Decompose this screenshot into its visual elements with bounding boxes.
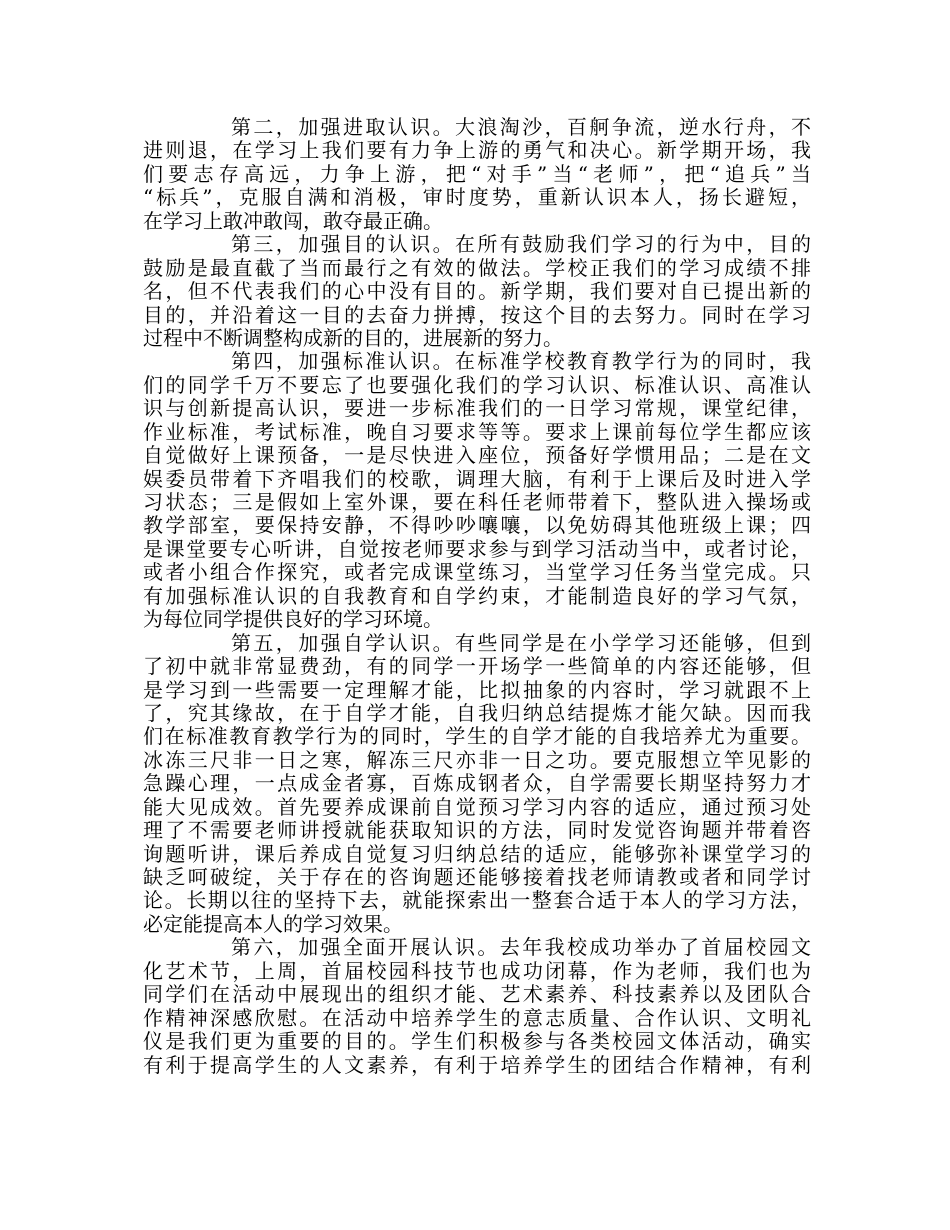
- paragraph-line: 化艺术节，上周，首届校园科技节也成功闭幕，作为老师，我们也为: [143, 958, 811, 983]
- paragraph: [143, 350, 811, 631]
- paragraph-line: 缺乏呵破绽，关于存在的咨询题还能够接着找老师请教或者和同学讨: [143, 865, 811, 889]
- paragraph-line: 有利于提高学生的人文素养，有利于培养学生的团结合作精神，有利: [143, 1052, 811, 1077]
- paragraph-line: 急躁心理，一点成金者寡，百炼成钢者众，自学需要长期坚持努力才: [143, 771, 811, 796]
- paragraph-line: 第三，加强目的认识。在所有鼓励我们学习的行为中，目的: [231, 232, 811, 257]
- paragraph-line: 过程中不断调整构成新的目的，进展新的努力。: [143, 325, 563, 350]
- paragraph-line: 询题听讲，课后养成自觉复习归纳总结的适应，能够弥补课堂学习的: [143, 841, 811, 866]
- paragraph-line: 必定能提高本人的学习效果。: [143, 911, 403, 936]
- paragraph-line: 鼓励是最直截了当而最行之有效的做法。学校正我们的学习成绩不排: [143, 255, 811, 280]
- paragraph-line: 名，但不代表我们的心中没有目的。新学期，我们要对自已提出新的: [143, 279, 811, 304]
- paragraph: [143, 233, 811, 350]
- paragraph-line: 习状态；三是假如上室外课，要在科任老师带着下，整队进入操场或: [143, 490, 811, 514]
- paragraph-line: 作业标准，考试标准，晚自习要求等等。要求上课前每位学生都应该: [143, 419, 811, 444]
- paragraph-line: 仪是我们更为重要的目的。学生们积极参与各类校园文体活动，确实: [143, 1029, 811, 1054]
- paragraph-line: 第六，加强全面开展认识。去年我校成功举办了首届校园文: [231, 935, 811, 960]
- paragraph-line: 是课堂要专心听讲，自觉按老师要求参与到学习活动当中，或者讨论，: [143, 536, 811, 561]
- paragraph-line: 们的同学千万不要忘了也要强化我们的学习认识、标准认识、高准认: [143, 372, 811, 397]
- paragraph-line: “标兵”，克服自满和消极，审时度势，重新认识本人，扬长避短，: [143, 185, 811, 210]
- paragraph-line: 冰冻三尺非一日之寒，解冻三尺亦非一日之功。要克服想立竿见影的: [143, 747, 811, 772]
- paragraph-line: 同学们在活动中展现出的组织才能、艺术素养、科技素养以及团队合: [143, 982, 811, 1007]
- paragraph-line: 能大见成效。首先要养成课前自觉预习学习内容的适应，通过预习处: [143, 794, 811, 819]
- paragraph: [143, 116, 811, 233]
- paragraph-line: 教学部室，要保持安静，不得吵吵嚷嚷，以免妨碍其他班级上课；四: [143, 513, 811, 538]
- paragraph-line: 进则退，在学习上我们要有力争上游的勇气和决心。新学期开场，我: [143, 138, 811, 163]
- paragraph-line: 在学习上敢冲敢闯，敢夺最正确。: [143, 208, 443, 233]
- paragraph-line: 娱委员带着下齐唱我们的校歌，调理大脑，有利于上课后及时进入学: [143, 466, 811, 491]
- paragraph-line: 为每位同学提供良好的学习环境。: [143, 607, 443, 632]
- paragraph-line: 自觉做好上课预备，一是尽快进入座位，预备好学惯用品；二是在文: [143, 443, 811, 468]
- document-body: [143, 116, 811, 1077]
- paragraph-line: 们在标准教育教学行为的同时，学生的自学才能的自我培养尤为重要。: [143, 724, 811, 749]
- paragraph-line: 第二，加强进取认识。大浪淘沙，百舸争流，逆水行舟，不: [231, 115, 811, 139]
- paragraph: [143, 632, 811, 937]
- paragraph-line: 论。长期以往的坚持下去，就能探索出一整套合适于本人的学习方法，: [143, 888, 811, 913]
- paragraph-line: 识与创新提高认识，要进一步标准我们的一日学习常规，课堂纪律，: [143, 396, 811, 421]
- paragraph-line: 作精神深感欣慰。在活动中培养学生的意志质量、合作认识、文明礼: [143, 1005, 811, 1030]
- paragraph-line: 有加强标准认识的自我教育和自学约束，才能制造良好的学习气氛，: [143, 583, 811, 608]
- paragraph: [143, 936, 811, 1077]
- paragraph-line: 了初中就非常显费劲，有的同学一开场学一些简单的内容还能够，但: [143, 654, 811, 679]
- paragraph-line: 们要志存高远，力争上游，把“对手”当“老师”，把“追兵”当: [143, 161, 811, 186]
- paragraph-line: 了，究其缘故，在于自学才能，自我归纳总结提炼才能欠缺。因而我: [143, 700, 811, 725]
- paragraph-line: 是学习到一些需要一定理解才能，比拟抽象的内容时，学习就跟不上: [143, 677, 811, 702]
- paragraph-line: 理了不需要老师讲授就能获取知识的方法，同时发觉咨询题并带着咨: [143, 818, 811, 843]
- paragraph-line: 目的，并沿着这一目的去奋力拼搏，按这个目的去努力。同时在学习: [143, 302, 811, 327]
- paragraph-line: 第五，加强自学认识。有些同学是在小学学习还能够，但到: [231, 630, 811, 655]
- paragraph-line: 或者小组合作探究，或者完成课堂练习，当堂学习任务当堂完成。只: [143, 560, 811, 585]
- paragraph-line: 第四，加强标准认识。在标准学校教育教学行为的同时，我: [231, 349, 811, 374]
